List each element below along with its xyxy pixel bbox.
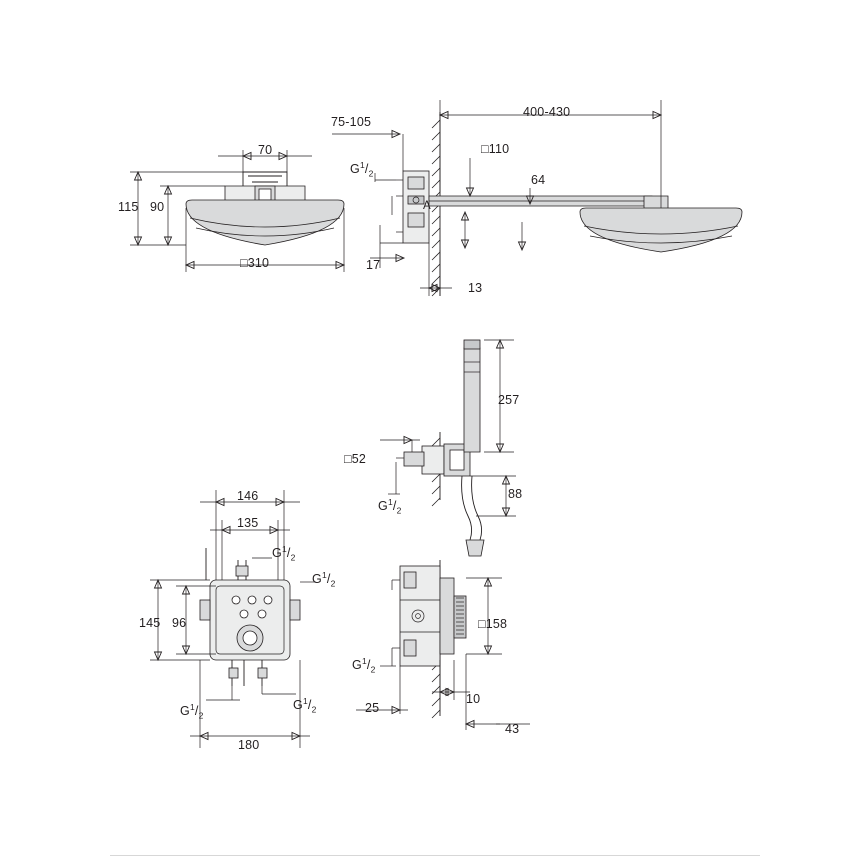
dim-wall-75-105: 75-105 — [331, 115, 372, 129]
marker-a: A — [423, 200, 431, 212]
dim-hand-257: 257 — [498, 393, 520, 407]
dim-head-115: 115 — [118, 200, 139, 214]
thread-label-side-bottom: $G^1/_2$ — [352, 656, 376, 675]
dim-hand-52: □52 — [344, 452, 367, 466]
thread-label-trim-right: $G^1/_2$ — [312, 570, 336, 589]
dim-trim-146: 146 — [237, 489, 259, 503]
dim-trim-135: 135 — [237, 516, 259, 530]
dim-head-90: 90 — [150, 200, 165, 214]
dim-trim-180: 180 — [238, 738, 260, 752]
dim-head-310: □310 — [240, 256, 270, 270]
thread-label-hand: $G^1/_2$ — [378, 497, 402, 516]
dim-trim-10: 10 — [466, 692, 481, 706]
dim-arm-400-430: 400-430 — [523, 105, 571, 119]
dim-trim-145: 145 — [139, 616, 161, 630]
dim-arm-64: 64 — [531, 173, 546, 187]
thread-label-trim-bottom-left: $G^1/_2$ — [180, 702, 204, 721]
thread-label-arm: $G^1/_2$ — [350, 160, 374, 179]
dim-hand-88: 88 — [508, 487, 523, 501]
dim-trim-158: □158 — [478, 617, 508, 631]
dim-trim-25: 25 — [365, 701, 380, 715]
thread-label-trim-bottom-right: $G^1/_2$ — [293, 696, 317, 715]
dim-arm-17: 17 — [366, 258, 381, 272]
dim-trim-96: 96 — [172, 616, 187, 630]
dim-arm-110: □110 — [481, 142, 510, 156]
dim-head-70: 70 — [258, 143, 273, 157]
dim-arm-13: 13 — [468, 281, 483, 295]
dim-trim-43: 43 — [505, 722, 520, 736]
footer-divider — [110, 855, 760, 856]
thread-label-trim-top: $G^1/_2$ — [272, 544, 296, 563]
